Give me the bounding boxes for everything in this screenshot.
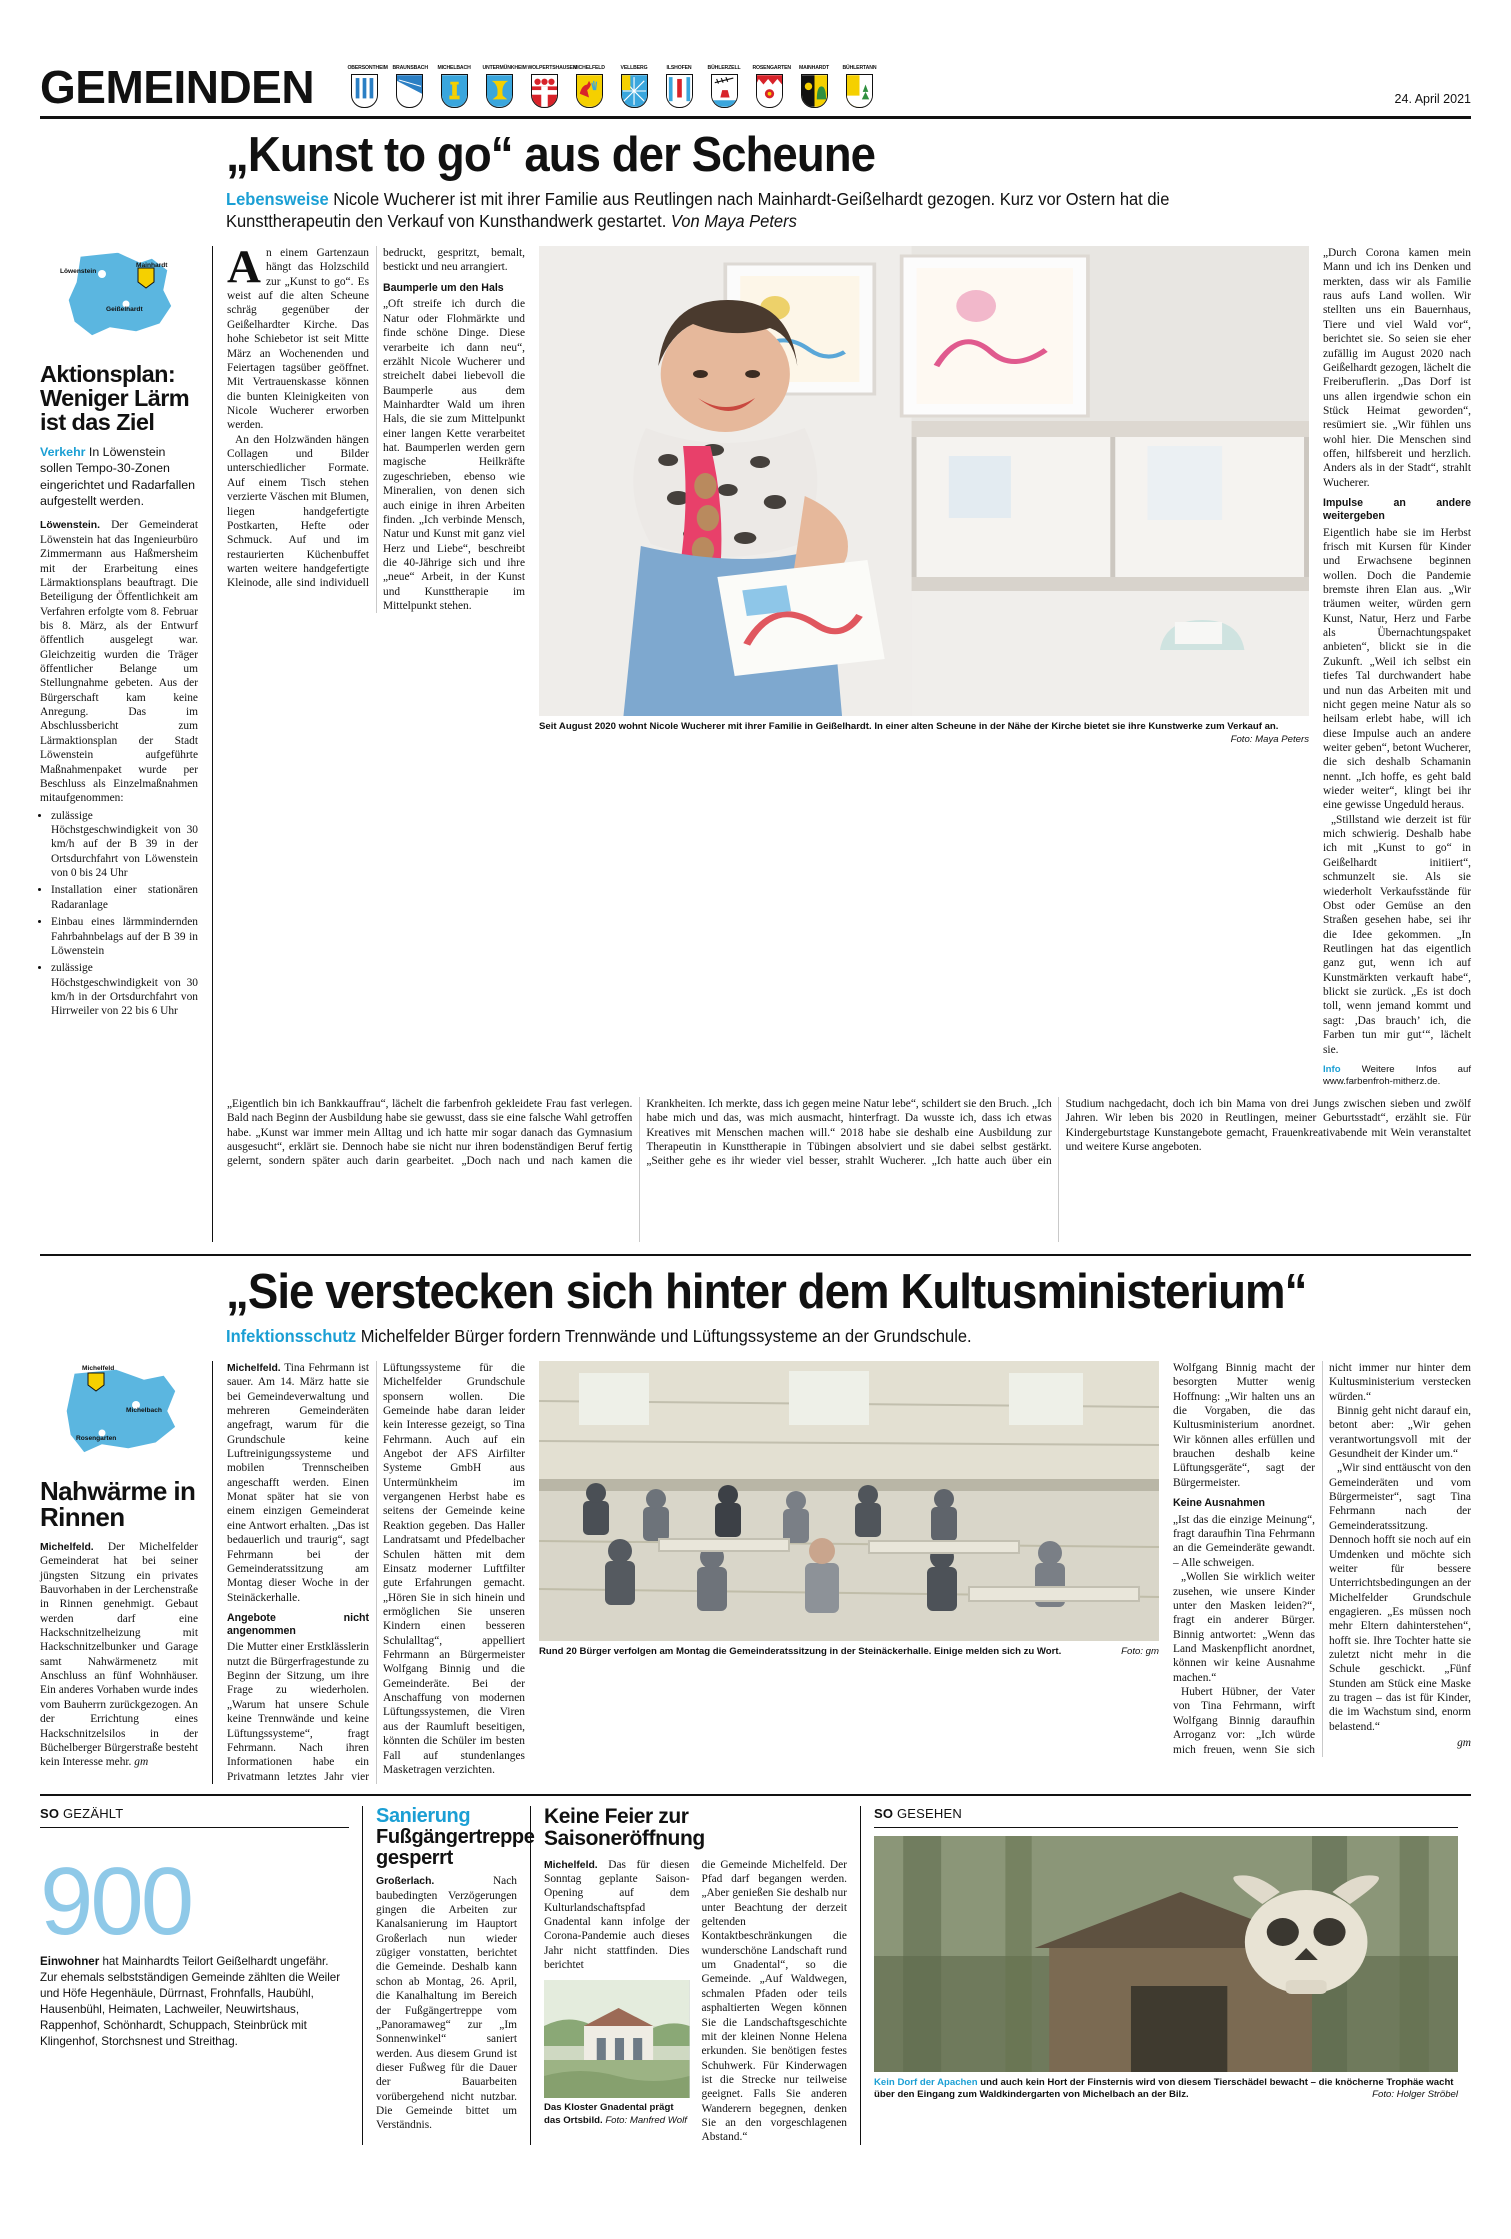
story2-subhead-2: Keine Ausnahmen — [1173, 1497, 1266, 1510]
story2-lead-text: Michelfelder Bürger fordern Trennwände und Lüftungssysteme an der Grundschule. — [356, 1325, 972, 1346]
story2-sign: gm — [1457, 1737, 1471, 1750]
sidebar1-lead-text: In Löwenstein sollen Tempo-30-Zonen eingerichtet und Radarfallen aufgestellt werden. — [40, 444, 195, 509]
story2-lead-kicker: Infektionsschutz — [226, 1325, 357, 1346]
box3-caption — [544, 2102, 690, 2127]
shield-icon — [666, 74, 693, 108]
story2-photo — [539, 1361, 1159, 1641]
crest-wolpertshausen: WOLPERTSHAUSEN — [526, 66, 562, 108]
shield-icon — [621, 74, 648, 108]
story1-subhead-1: Baumperle um den Hals — [383, 281, 504, 294]
story1-byline: Von Maya Peters — [670, 211, 797, 232]
story1-lead-kicker: Lebensweise — [226, 189, 329, 210]
photo-credit: Foto: gm — [1121, 1645, 1159, 1657]
story1-body-right — [1323, 246, 1471, 1089]
box1-text-bold: Einwohner — [40, 1954, 100, 1968]
story2-paragraph: Die Mutter einer Erstklässlerin nutzt die Bürgerfragestunde zu Beginn der Sitzung, um ihre Frage zu wiederholen. „Warum hat unsere Schule keine Trennwände und keine Lüftungssysteme“, fragt Fehrmann. Nach ihren Informationen habe ein Privatmann letztes Jahr vier Lüftungssysteme für die Michelfelder Grundschule sponsern wollen. Die Gemeinde habe daran leider kein Interesse gezeigt, so Tina Fehrmann. Auch auf ein Angebot der AFS Airfilter Systeme GmbH aus Untermünkheim im vergangenen Herbst habe es seitens der Gemeinde keine Reaktion gegeben. Das Haller Landratsamt und Pfedelbacher Schulen hätten mit dem Einsatz moderner Luftfilter gute Erfahrungen gemacht. „Hören Sie in sich hinein und ermöglichen Sie unseren Kindern einen besseren Schulalltag“, appelliert Fehrmann an Bürgermeister Wolfgang Binnig und die Gemeinderäte. Bei der Anschaffung von modernen Lüftungssystemen, die Viren aus der Raumluft beseitigen, könnten die Schüler im besten Fall auf stundenlanges Masketragen verzichten. — [227, 1361, 525, 1783]
box-sanierung — [362, 1804, 535, 2145]
map-label-michelbach: Michelbach — [126, 1406, 162, 1414]
box3-body-right — [702, 1858, 848, 2145]
bottom-strip — [40, 1806, 1471, 2145]
crest-michelbach: MICHELBACH — [436, 66, 472, 108]
map-label-geisselhardt: Geißelhardt — [106, 306, 143, 314]
shield-icon — [441, 74, 468, 108]
so-label-bold: SO — [874, 1805, 894, 1821]
story2-lead — [226, 1325, 1421, 1347]
so-label-rest: GEZÄHLT — [59, 1805, 124, 1821]
so-gezaehlt-label — [40, 1806, 349, 1821]
story1-main-column — [212, 241, 1471, 1242]
story1-photo-caption — [539, 721, 1309, 745]
page-title: GEMEINDEN — [40, 61, 315, 113]
box2-kicker: Sanierung — [376, 1804, 471, 1827]
sidebar1-measure-list — [40, 809, 198, 1019]
story2-subhead-1: Angebote nicht angenommen — [227, 1611, 369, 1637]
caption-text: Seit August 2020 wohnt Nicole Wucherer mit ihrer Familie in Geißelhardt. In einer alten Scheune in der Nähe der Kirche bietet sie ihre Kunstwerke zum Verkauf an. — [539, 721, 1279, 733]
sidebar2-sign: gm — [134, 1756, 149, 1769]
crest-rosengarten: ROSENGARTEN — [751, 66, 787, 108]
caption-text: Rund 20 Bürger verfolgen am Montag die Gemeinderatssitzung in der Steinäckerhalle. Einige melden sich zu Wort. — [539, 1645, 1062, 1657]
box3-headline: Keine Feier zur Saisoneröffnung — [544, 1804, 705, 1850]
shield-icon — [801, 74, 828, 108]
story2-paragraph: „Wir sind enttäuscht von den Gemeinderäten und vom Bürgermeister“, sagt Tina Fehrmann nach der Gemeinderatssitzung. Dennoch hofft sie noch auf ein Umdenken und möchte sich weiter für bessere Unterrichtsbedingungen an der Michelfelder Grundschule engagieren. „Es müssen noch mehr Eltern dahinterstehen“, hofft sie. Ihre Tochter hatte sie zuletzt nicht mehr in die Schule geschickt. „Fünf Stunden am Stück eine Maske zu tragen – das ist für Kinder, die im Wachstum sind, enorm belastend.“ — [1329, 1462, 1471, 1733]
shield-icon — [396, 74, 423, 108]
crest-ilshofen: ILSHOFEN — [661, 66, 697, 108]
shield-icon — [756, 74, 783, 108]
story2-photo-caption — [539, 1646, 1159, 1658]
crest-michelfeld: MICHELFELD — [571, 66, 607, 108]
section-divider-2 — [40, 1794, 1471, 1796]
so-label-bold: SO — [40, 1805, 60, 1821]
list-item: • Einbau eines lärmmindernden Fahrbahnbelags auf der B 39 in Löwenstein — [51, 915, 198, 958]
story2-paragraph: Hubert Hübner, der Vater von Tina Fehrmann, wirft Wolfgang Binnig daraufhin Arroganz vor: „Ich würde mich freuen, wenn Sie sich nicht immer nur hinter dem Kultusministerium verstecken würden.“ — [1173, 1361, 1471, 1756]
box4-caption-bold: Kein Dorf der Apachen — [874, 2076, 978, 2088]
story1-info-line — [1323, 1064, 1471, 1089]
crest-obersontheim: OBERSONTHEIM — [346, 66, 382, 108]
story1-paragraph: Eigentlich habe sie im Herbst frisch mit Kursen für Kinder und Erwachsene beginnen wollen. Doch die Pandemie bremste ihren Elan aus. „Wir träumen weiter, würden gern Kunst, Natur, Herz und Farbe als Übernachtungspaket anbieten“, blickt sie in die Zukunft. „Weil ich selbst ein tiefes Tal durchwandert habe und nun das Arbeiten mit und nicht gegen meine Natur als so heilsam erlebt habe, will ich diese Impulse auch an andere weiter geben“, betont Wucherer, die sich deshalb Schamanin nennt. „Ich hoffe, es geht bald wieder weiter“, klingt bei ihr eine gewisse Ungeduld heraus. — [1323, 526, 1471, 812]
info-text: Weitere Infos auf www.farbenfroh-mitherz.de. — [1323, 1063, 1471, 1088]
section-divider-1 — [40, 1254, 1471, 1256]
box4-rule — [874, 1827, 1458, 1828]
sidebar2-body-text: Der Michelfelder Gemeinderat hat bei seiner jüngsten Sitzung ein privates Bauvorhaben in der Lerchenstraße in Rinnen genehmigt. Gebaut werden darf eine Hackschnitzelheizung mit Hackschnitzelbunker und Garage samt Nahwärmenetz mit Anschluss an fünf Wohnhäuser. Ein anderes Vorhaben wurde indes vom Bauherrn zurückgezogen. An der Errichtung eines Hackschnitzelsilos in der Büchelberger Bürgerstraße besteht kein Interesse mehr. — [40, 1540, 198, 1769]
map-label-mainhardt: Mainhardt — [136, 262, 168, 270]
shield-icon — [576, 74, 603, 108]
list-item: • zulässige Höchstgeschwindigkeit von 30 km/h auf der B 39 in der Ortsdurchfahrt von Löwenstein von 0 bis 24 Uhr — [51, 809, 198, 881]
sidebar2-place: Michelfeld. — [40, 1541, 94, 1553]
crest-mainhardt: MAINHARDT — [796, 66, 832, 108]
map-icon — [40, 246, 200, 351]
photo-credit: Foto: Maya Peters — [1230, 733, 1309, 745]
box2-headline-text: Fußgängertreppe gesperrt — [376, 1825, 535, 1869]
box-keine-feier — [530, 1806, 860, 2145]
story1-lead — [226, 188, 1272, 232]
story2-paragraph: „Wollen Sie wirklich weiter zusehen, wie unsere Kinder unter den Masken leiden?“, fragt ein anderer Bürger. Binnig antwortet: „Wenn das Land Maskenpflicht anordnet, können wir keine Ausnahme machen.“ — [1173, 1571, 1315, 1684]
map-label-loewenstein: Löwenstein — [60, 268, 97, 276]
crest-untermuenkheim: UNTERMÜNKHEIM — [481, 66, 517, 108]
masthead-rule — [40, 116, 1471, 119]
sidebar-column-2 — [40, 1361, 212, 1784]
box1-rule — [40, 1827, 349, 1828]
sidebar1-place: Löwenstein. — [40, 520, 101, 532]
box3-place: Michelfeld. — [544, 1859, 598, 1871]
box3-body-left — [544, 1858, 690, 1973]
caption-text: Das Kloster Gnadental prägt das Ortsbild. — [544, 2102, 674, 2126]
sidebar1-lead-kicker: Verkehr — [40, 444, 86, 459]
box3-text-left: Das für diesen Sonntag geplante Saison-Opening auf dem Kulturlandschaftspfad Gnadental kann infolge der Corona-Pandemie auch dieses Jahr nicht stattfinden. Dies berichtet — [544, 1858, 690, 1972]
story2-paragraph: „Ist das die einzige Meinung“, fragt daraufhin Tina Fehrmann an die Gemeinderäte gewandt. – Alle schweigen. — [1173, 1513, 1315, 1569]
story1-subhead-2: Impulse an andere weitergeben — [1323, 497, 1471, 522]
story1-paragraph: „Stillstand wie derzeit ist für mich schwierig. Deshalb habe ich mit „Kunst to go“ in Geißelhardt initiiert“, schmunzelt sie. Als sie wiederholt Verkaufsstände für Obst oder Gemüse an den Straßen gesehen habe, sei ihr die Idee gekommen. „In Reutlingen hat das eigentlich ganz gut, wenn ich auf Kunstmärkten verkauft habe“, blickt sie zurück. „Es ist doch toll, wenn jemand kommt und sagt: ,Das brauch’ ich, die Farben tun mir gut‘“, lächelt sie. — [1323, 813, 1471, 1056]
box4-caption-text: und auch kein Hort der Finsternis wird von diesem Tierschädel bewacht – die knöcherne Trophäe wacht über den Eingang zum Waldkindergarten von Michelbach an der Bilz. — [874, 2076, 1454, 2101]
locator-map-loewenstein — [40, 246, 200, 351]
map-label-michelfeld: Michelfeld — [82, 1364, 115, 1372]
box3-photo — [544, 1980, 690, 2098]
shield-icon — [711, 74, 738, 108]
story1-paragraph: An einem Gartenzaun hängt das Holzschild zur „Kunst to go“. Es weist auf die alten Scheune schräg gegenüber der Geißelhardter Kirche. Das hohe Schiebetor ist seit Mitte März an Wochenenden und Feiertagen tagsüber geöffnet. Mit Vertrauenskasse können die bunten Kleinigkeiten von Nicole Wucherer erworben werden. — [227, 241, 369, 432]
box-so-gesehen — [860, 1806, 1471, 2145]
story1-body-left — [227, 241, 525, 613]
publication-date: 24. April 2021 — [1394, 92, 1471, 106]
sidebar2-body — [40, 1540, 198, 1770]
list-item: • Installation einer stationären Radaranlage — [51, 883, 198, 912]
box1-text-rest: hat Mainhardts Teilort Geißelhardt ungefähr. Zur ehemals selbstständigen Gemeinde zählten die Weiler und Höfe Hegenhäule, Dürrnast, Frohnfalls, Haubühl, Hausenbühl, Heimaten, Lachweiler, Neuwirtshaus, Rappenhof, Schönhardt, Schuppach, Steinbrück mit Klingenhof, Storchsnest und Streithag. — [40, 1954, 341, 2048]
box4-photo — [874, 1836, 1458, 2072]
sidebar2-headline: Nahwärme in Rinnen — [40, 1475, 196, 1533]
story2-place: Michelfeld. — [227, 1362, 281, 1374]
box2-place: Großerlach. — [376, 1876, 435, 1888]
photo-credit: Foto: Holger Ströbel — [1372, 2089, 1458, 2101]
crest-buehlertann: BÜHLERTANN — [841, 66, 877, 108]
sidebar1-body-text: Der Gemeinderat Löwenstein hat das Ingenieurbüro Zimmermann aus Haßmersheim mit der Erarbeitung eines Lärmaktionsplans beauftragt. Die Beteiligung der Öffentlichkeit am Verfahren erfolgte vom 8. Februar bis 8. März, als der Entwurf öffentlich ausgelegt war. Gleichzeitig wurden die Träger öffentlicher Belange um Stellungnahme gebeten. Aus der Bürgerschaft kam keine Anregung. Das im Abschlussbericht zum Lärmaktionsplan der Stadt Löwenstein aufgeführte Maßnahmenpaket wurde per Beschluss als Einzelmaßnahmen mitaufgenommen: — [40, 519, 198, 805]
story2-body-left — [227, 1361, 525, 1784]
shield-icon — [486, 74, 513, 108]
story1-paragraph: „Durch Corona kamen mein Mann und ich ins Denken und merkten, dass wir als Familie raus aufs Land wollen. Wir stellten uns ein Bauernhaus, Tiere und viel Wald vor“, berichtet sie. So seien sie eher zufällig im August 2020 nach Geißelhardt gezogen, lächelt die Freiberuflerin. „Das Dorf ist uns allen irgendwie schon ein Stück Heimat geworden“, resümiert sie. „Wir fühlen uns wohl hier. Die Menschen sind offen, hilfsbereit und herzlich. Anders als in der Stadt“, strahlt Wucherer. — [1323, 247, 1471, 489]
story1-photo — [539, 246, 1309, 716]
story2-paragraph: Wolfgang Binnig macht der besorgten Mutter wenig Hoffnung: „Wir halten uns an die Vorgaben, die das Kultusministerium anordnet. Wir können alles erfüllen und brauchen deshalb keine Lüftungsgeräte“, sagt der Bürgermeister. — [1173, 1361, 1315, 1489]
story1-paragraph: „Oft streife ich durch die Natur oder Flohmärkte und finde schöne Dinge. Diese verarbeite ich dann neu“, erzählt Nicole Wucherer und streichelt dabei liebevoll die Baumperle aus dem Mainhardter Wald um ihren Hals, die sie zum Mittelpunkt einer langen Kette verarbeitet hat. Baumperlen werden gern magische Heilkräfte zugeschrieben, ebenso wie Mineralien, von denen sich auch einige in ihren Arbeiten finden. „Ich verbinde Mensch, Natur und Kunst mit ganz viel Herz und Liebe“, beschreibt die 40-Jährige sich und ihre „neue“ Arbeit, in der Kunst und Kunsttherapie im Mittelpunkt stehen. — [383, 298, 525, 613]
sidebar1-lead — [40, 444, 198, 510]
shield-icon — [846, 74, 873, 108]
list-item: • zulässige Höchstgeschwindigkeit von 30 km/h in der Ortsdurchfahrt von Hirrweiler von 22 bis 6 Uhr — [51, 961, 198, 1018]
box2-text: Nach baubedingten Verzögerungen gingen die Arbeiten zur Kanalsanierung im Hauptort Großerlach nun wieder zügiger vonstatten, berichtet die Gemeinde. Deshalb kann schon ab Montag, 26. April, die Kanalhaltung im Bereich der Fußgängertreppe vom „Panoramaweg“ zur „Im Sonnenwinkel“ saniert werden. Aus diesem Grund ist dieser Fußweg für die Dauer der Bauarbeiten vorübergehend nicht nutzbar. Die Gemeinde bittet um Verständnis. — [376, 1875, 517, 2132]
story1-lead-text: Nicole Wucherer ist mit ihrer Familie aus Reutlingen nach Mainhardt-Geißelhardt gezogen. Kurz vor Ostern hat die Kunsttherapeutin den Verkauf von Kunsthandwerk gestartet. — [226, 189, 1170, 232]
shield-icon — [351, 74, 378, 108]
big-number: 900 — [40, 1847, 192, 1955]
story1-headline: „Kunst to go“ aus der Scheune — [226, 128, 876, 182]
masthead — [40, 0, 1471, 113]
box1-text — [40, 1954, 349, 2050]
coat-of-arms-row — [346, 66, 877, 108]
box2-body — [376, 1874, 517, 2132]
crest-vellberg: VELLBERG — [616, 66, 652, 108]
box-so-gezaehlt — [40, 1806, 362, 2145]
sidebar-column-1 — [40, 246, 212, 1242]
story2-paragraph: Binnig geht nicht darauf ein, betont aber: „Wir gehen verantwortungsvoll mit der Gesundheit der Kinder um.“ — [1329, 1404, 1471, 1460]
box3-text-right: die Gemeinde Michelfeld. Der Pfad darf begangen werden. „Aber genießen Sie deshalb nur unter Beachtung der derzeit geltenden Kontaktbeschränkungen die wunderschöne Landschaft rund um Gnadental“, so die Gemeinde. „Auf Waldwegen, schmalen Pfaden oder teils asphaltierten Wegen können Sie die Landschaftsgeschichte mit der kleinen Nonne Helena erkunden. Sie benötigen festes Schuhwerk. Für Kinderwagen ist die Strecke nur teilweise geeignet. Falls Sie anderen Wanderern begegnen, denken Sie an den vorgeschlagenen Abstand.“ — [701, 1858, 847, 2144]
info-label: Info — [1323, 1063, 1341, 1075]
story1-paragraph: An den Holzwänden hängen Collagen und Bilder unterschiedlicher Formate. Auf einem Tisch stehen verzierte Väschen mit Blumen, liegen handgefertigte Postkarten, Hefte oder Schmuck. Auf und im restaurierten Küchenbuffet warten weitere handgefertigte Kleinode, alle sind individuell bedruckt, gespritzt, bemalt, bestickt und neu arrangiert. — [227, 247, 525, 590]
story1-section — [40, 241, 1471, 1242]
shield-icon — [531, 74, 558, 108]
box4-caption — [874, 2077, 1458, 2102]
so-gesehen-label — [874, 1806, 1458, 1821]
story2-headline: „Sie verstecken sich hinter dem Kultusministerium“ — [226, 1264, 1307, 1319]
crest-braunsbach: BRAUNSBACH — [391, 66, 427, 108]
so-label-rest: GESEHEN — [893, 1805, 962, 1821]
story1-paragraph: „Eigentlich bin ich Bankkauffrau“, lächelt die farbenfroh gekleidete Frau fast verlegen. Bald nach Beginn der Ausbildung habe sie gewusst, dass sie eine falsche Wahl getroffen habe. „Kunst war immer mein Alltag und ich hatte mir sogar danach das Gymnasium ausgesucht“, erklärt sie. Dennoch habe sie nicht nur ihren bodenständigen Beruf fertig gelernt, sondern später auch darin gearbeitet. „Doch nach und nach kamen die Krankheiten. Ich merkte, dass ich gegen meine Natur lebe“, schildert sie den Bruch. „Ich habe mich und das, was mich ausmacht, hinterfragt. Da wusste ich, dass ich etwas Kreatives mit Menschen machen will.“ 2018 habe sie deshalb eine Ausbildung zur Therapeutin in Kunsttherapie in Tübingen absolviert und sie dabei selbst gestärkt. „Seither gehe es ihr wieder viel besser, strahlt Wucherer. „Ich hatte auch über ein Studium nachgedacht, doch ich bin Mama von drei Jungs zwischen sieben und zwölf Jahren. Wir leben bis 2020 in Reutlingen, meiner Geburtsstadt“, erzählt sie. Für Kindergeburtstage Kunstangebote gemacht, Frauenkreativabende mit Wein veranstaltet und weitere Kurse angeboten. — [227, 1097, 1471, 1168]
story2-main-column — [212, 1361, 1471, 1784]
story1-body-continued — [227, 1097, 1471, 1242]
crest-buehlerzell: BÜHLERZELL — [706, 66, 742, 108]
box2-headline — [376, 1804, 535, 1869]
story2-paragraph: Tina Fehrmann ist sauer. Am 14. März hatte sie bei Gemeindeverwaltung und mehreren Gemeinderäten angefragt, warum für die Grundschule keine Luftreinigungssysteme und mobilen Trennscheiben angeschafft werden. Einen Monat später hat sie von einem einzigen Gemeinderat eine Antwort erhalten. „Das ist bedauerlich und traurig“, sagt Fehrmann bei der Gemeinderatssitzung am Montag dieser Woche in der Steinäckerhalle. — [227, 1361, 369, 1604]
sidebar1-headline: Aktionsplan: Weniger Lärm ist das Ziel — [40, 361, 190, 435]
story2-body-right — [1173, 1361, 1471, 1757]
sidebar1-body — [40, 518, 198, 1018]
locator-map-michelfeld — [40, 1361, 200, 1466]
map-label-rosengarten: Rosengarten — [76, 1434, 117, 1442]
story2-section — [40, 1361, 1471, 1784]
photo-credit: Foto: Manfred Wolf — [605, 2114, 687, 2126]
map-icon — [40, 1361, 200, 1466]
